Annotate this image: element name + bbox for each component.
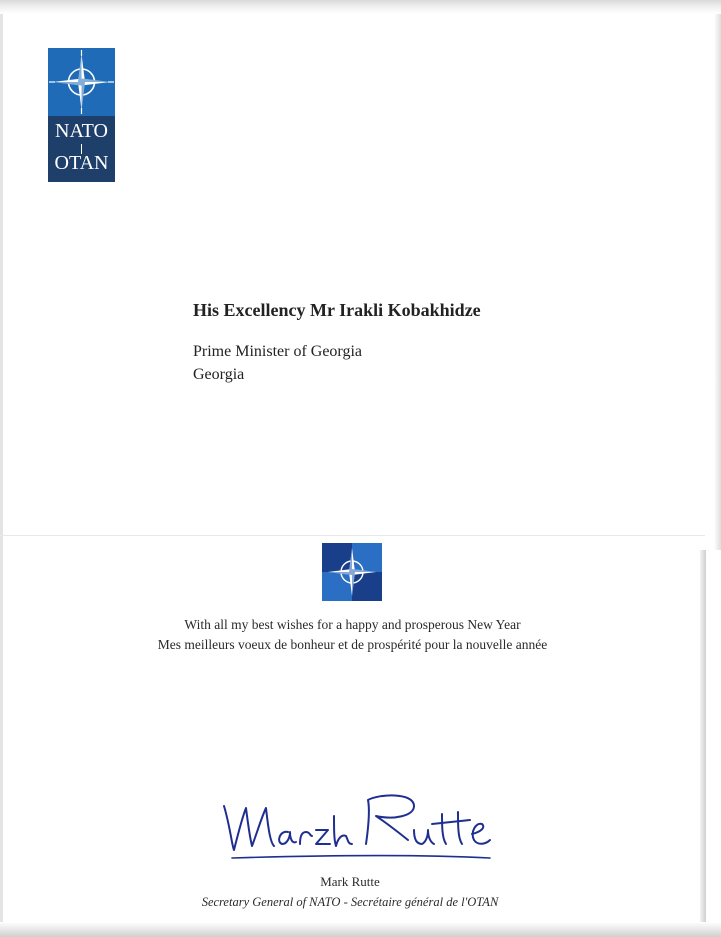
- greeting-french: Mes meilleurs voeux de bonheur et de prospérité pour la nouvelle année: [157, 637, 548, 652]
- scan-top-edge: [0, 0, 721, 14]
- handwritten-signature: [218, 786, 498, 866]
- card-right-edge: [700, 550, 706, 924]
- recipient-name: His Excellency Mr Irakli Kobakhidze: [193, 300, 481, 320]
- logo-text-otan: OTAN: [54, 152, 109, 174]
- card-fold-line: [0, 535, 705, 536]
- scan-left-edge: [0, 14, 3, 922]
- nato-compass-star-icon: [48, 48, 115, 116]
- signer-name: Mark Rutte: [320, 874, 380, 889]
- scan-right-edge: [714, 14, 721, 550]
- nato-logo: [48, 48, 115, 182]
- recipient-title: Prime Minister of Georgia: [193, 343, 363, 360]
- scan-bottom-edge: [0, 922, 721, 937]
- logo-text-nato: NATO: [55, 120, 108, 142]
- recipient-country: Georgia: [193, 366, 245, 383]
- signer-title: Secretary General of NATO - Secrétaire général de l'OTAN: [201, 895, 499, 909]
- nato-logo-label-box: [48, 116, 115, 182]
- greeting-english: With all my best wishes for a happy and prosperous New Year: [184, 617, 521, 632]
- nato-compass-star-icon: [322, 543, 382, 601]
